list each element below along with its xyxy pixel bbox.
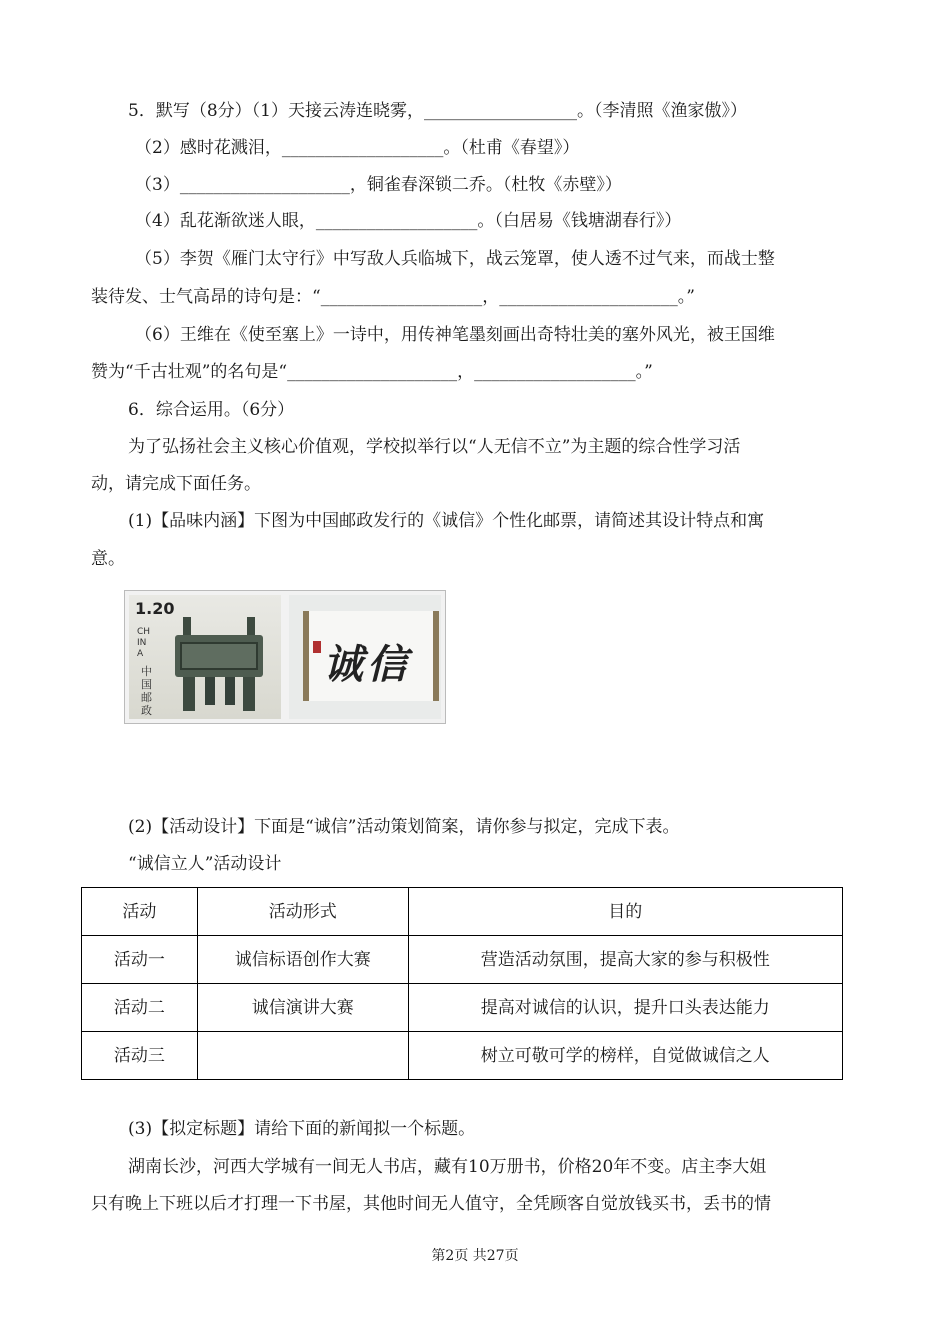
q6-sub-2: (2)【活动设计】下面是“诚信”活动策划简案，请你参与拟定，完成下表。	[128, 817, 680, 837]
stamp-price: 1.20	[135, 599, 175, 618]
table-cell: 树立可敬可学的榜样，自觉做诚信之人	[408, 1032, 842, 1080]
stamp-bronze-panel	[129, 595, 281, 719]
table-cell: 营造活动氛围，提高大家的参与积极性	[408, 936, 842, 984]
q5-line-2: （2）感时花溅泪，___________________。（杜甫《春望》）	[135, 138, 580, 158]
q5-line-5b: 装待发、士气高昂的诗句是：“___________________，_____________________。”	[91, 287, 695, 307]
table-header: 活动	[82, 888, 198, 936]
q5-line-4: （4）乱花渐欲迷人眼，___________________。（白居易《钱塘湖春行》）	[135, 211, 682, 231]
q5-line-5a: （5）李贺《雁门太守行》中写敌人兵临城下，战云笼罩，使人透不过气来，而战士整	[135, 249, 775, 269]
table-row	[82, 1032, 843, 1080]
table-cell: 提高对诚信的认识，提升口头表达能力	[408, 984, 842, 1032]
q6-title: 6．综合运用。（6分）	[128, 400, 295, 420]
q5-intro: 5．默写（8分）（1）天接云涛连晓雾，__________________。（李清照《渔家傲》）	[128, 101, 747, 121]
table-cell: 活动二	[82, 984, 198, 1032]
q5-line-6a: （6）王维在《使至塞上》一诗中，用传神笔墨刻画出奇特壮美的塞外风光，被王国维	[135, 325, 775, 345]
table-row	[82, 936, 843, 984]
news-line-b: 只有晚上下班以后才打理一下书屋，其他时间无人值守，全凭顾客自觉放钱买书，丢书的情	[91, 1194, 771, 1214]
table-cell-blank	[197, 1032, 408, 1080]
table-cell: 诚信标语创作大赛	[197, 936, 408, 984]
table-cell: 活动一	[82, 936, 198, 984]
table-title: “诚信立人”活动设计	[128, 854, 282, 874]
q6-paragraph-1b: 动，请完成下面任务。	[91, 474, 261, 494]
q5-line-3: （3）____________________，铜雀春深锁二乔。（杜牧《赤壁》）	[135, 175, 622, 195]
stamp-post-label: 中国邮政	[141, 665, 152, 717]
table-cell: 活动三	[82, 1032, 198, 1080]
page-footer: 第2页 共27页	[431, 1248, 519, 1264]
q5-line-6b: 赞为“千古壮观”的名句是“____________________，___________________。”	[91, 362, 653, 382]
table-header: 活动形式	[197, 888, 408, 936]
table-cell: 诚信演讲大赛	[197, 984, 408, 1032]
red-seal-icon	[313, 641, 321, 653]
activity-table	[81, 887, 843, 1080]
q6-sub-3: (3)【拟定标题】请给下面的新闻拟一个标题。	[128, 1119, 476, 1139]
stamp-country: CHINA	[137, 627, 151, 659]
stamp-calligraphy-panel	[289, 595, 441, 719]
stamp-calligraphy: 诚信	[323, 641, 411, 688]
scroll-icon	[303, 611, 439, 701]
q6-paragraph-1a: 为了弘扬社会主义核心价值观，学校拟举行以“人无信不立”为主题的综合性学习活	[128, 437, 741, 457]
table-row	[82, 984, 843, 1032]
table-header-row	[82, 888, 843, 936]
table-header: 目的	[408, 888, 842, 936]
bronze-ding-icon	[169, 617, 269, 713]
q6-sub-1b: 意。	[91, 549, 125, 569]
news-line-a: 湖南长沙，河西大学城有一间无人书店，藏有10万册书，价格20年不变。店主李大姐	[128, 1157, 767, 1177]
integrity-stamp-image	[124, 590, 446, 724]
q6-sub-1a: (1)【品味内涵】下图为中国邮政发行的《诚信》个性化邮票，请简述其设计特点和寓	[128, 511, 765, 531]
